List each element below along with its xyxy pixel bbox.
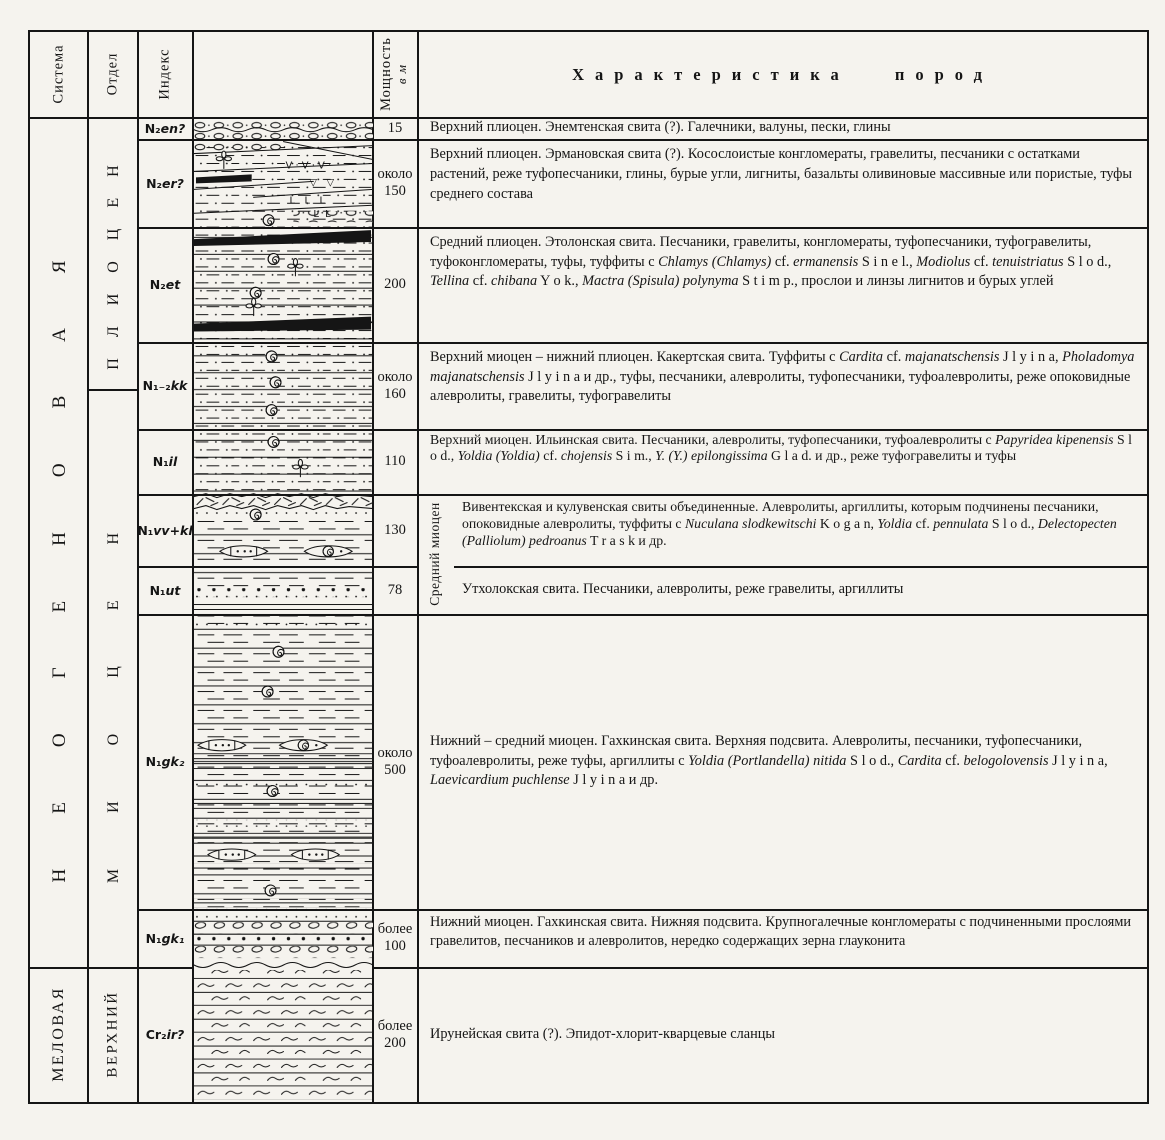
division-divider (87, 389, 137, 391)
header-characteristics: Характеристика пород (572, 64, 993, 84)
lithology-band-vvkl (194, 494, 373, 567)
lithology-band-gk2 (194, 614, 373, 907)
shell-lens-icon (304, 546, 352, 557)
thickness-cell: около 160 (377, 368, 413, 402)
lithology-band-et (194, 229, 373, 343)
shell-fossil-icon (263, 215, 274, 226)
thickness-cell: 78 (387, 581, 403, 598)
shell-fossil-icon (265, 885, 276, 896)
description-cell: Ирунейская свита (?). Эпидот-хлорит-кварцевые сланцы (430, 1025, 775, 1042)
index-cell: N₁il (152, 454, 178, 469)
index-cell: N₁vv+kl (137, 522, 193, 538)
header-thickness-units: в м (394, 63, 409, 85)
shell-lens-icon (207, 849, 255, 860)
middle-miocene-label: Средний миоцен (427, 502, 442, 606)
description-cell: Средний плиоцен. Этолонская свита. Песчаники, гравелиты, конгломераты, туфопесчаники, туфогравелиты, туфоконгломераты, туфы, туффиты с Chlamys (Chlamys) cf. ermanensis S i n e l., Modiolus cf. tenuistriatus S l o d., Tellina cf. chibana Y o k., Mactra (Spisula) polynyma S t i m p., прослои и линзы лигнитов и бурых углей (430, 234, 1112, 289)
row-divider (137, 429, 1147, 431)
header-system: Система (50, 44, 67, 104)
shell-fossil-icon (250, 287, 261, 298)
column-divider (417, 32, 419, 1102)
thickness-cell: более 200 (377, 1017, 413, 1051)
row-divider (137, 342, 1147, 344)
row-divider (137, 227, 1147, 229)
index-cell: N₁₋₂kk (142, 378, 188, 393)
row-divider (137, 494, 1147, 496)
column-divider (87, 32, 89, 1102)
shell-fossil-icon (266, 405, 277, 416)
basalt-l-symbols: L L (312, 209, 331, 221)
stratigraphic-table (28, 30, 1149, 1104)
description-cell: Нижний миоцен. Гахкинская свита. Нижняя подсвита. Крупногалечные конгломераты с подчиненными прослоями гравелитов, песчаников и алевролитов, нередко содержащих зерна глауконита (430, 914, 1132, 949)
lithology-column (194, 117, 373, 1102)
header-index: Индекс (156, 48, 173, 100)
system-label-neogene: НЕОГЕНОВАЯ (49, 205, 70, 883)
basalt-l-symbols: L L L (288, 195, 325, 207)
header-division: Отдел (104, 52, 121, 96)
lithology-band-ut (194, 566, 373, 614)
thickness-cell: более 100 (377, 921, 413, 954)
index-cell: N₁gk₁ (145, 930, 185, 946)
thickness-cell: около 150 (377, 166, 413, 199)
thickness-cell: 200 (384, 276, 406, 292)
description-cell: Верхний миоцен – нижний плиоцен. Какертская свита. Туффиты с Cardita cf. majanatschensis J l y i n a, Pholadomya majanatschensis J l y i n a и др., туфы, песчаники, алевролиты, туфопесчаники, туфоалевролиты, реже опоковидные алевролиты, гравелиты, туфогравелиты (430, 349, 1135, 404)
shell-fossil-icon (266, 351, 277, 362)
lithology-band-il (194, 430, 373, 495)
description-cell: Верхний плиоцен. Энемтенская свита (?). Галечники, валуны, пески, глины (430, 119, 891, 136)
lithology-band-ir (194, 963, 373, 1100)
shell-lens-icon (197, 740, 245, 751)
basalt-v-symbols: V · V · V · (284, 160, 331, 172)
unconformity-wavy-line (194, 963, 373, 968)
index-cell: N₂er? (146, 175, 184, 191)
tuff-triangle-symbols: ▽ ▽ (308, 177, 334, 189)
system-label-cretaceous: МЕЛОВАЯ (50, 986, 67, 1082)
division-label-pliocene: ПЛИОЦЕН (105, 144, 122, 370)
shell-fossil-icon (273, 646, 284, 657)
thickness-cell: 130 (384, 521, 406, 538)
shell-fossil-icon (268, 436, 279, 447)
shell-lens-icon (279, 740, 327, 751)
thickness-cell: 110 (384, 453, 406, 469)
division-label-upper: ВЕРХНИЙ (104, 990, 121, 1078)
index-cell: N₂en? (144, 120, 186, 136)
shell-fossil-icon (270, 377, 281, 388)
description-cell: Нижний – средний миоцен. Гахкинская свита. Верхняя подсвита. Алевролиты, песчаники, туфопесчаники, туфоалевролиты, реже туфы, аргиллиты с Yoldia (Portlandella) nitida S l o d., Cardita cf. belogolovensis J l y i n a, Laevicardium puchlense J l y i n a и др. (430, 733, 1108, 789)
index-cell: N₂et (149, 277, 181, 292)
description-cell: Утхолокская свита. Песчаники, алевролиты, реже гравелиты, аргиллиты (462, 581, 904, 598)
index-cell: N₁ut (149, 582, 181, 598)
shell-fossil-icon (268, 253, 279, 264)
row-divider (137, 139, 1147, 141)
thickness-cell: 15 (387, 119, 403, 136)
index-cell: N₁gk₂ (145, 754, 185, 769)
header-thickness (379, 37, 409, 111)
division-label-miocene: МИОЦЕН (105, 476, 122, 884)
lithology-band-gk1 (194, 907, 373, 958)
description-cell: Вивентекская и кулувенская свиты объединенные. Алевролиты, аргиллиты, которым подчинены песчаники, опоковидные алевролиты, туффиты с Nuculana slodkewitschi K o g a n, Yoldia cf. pennulata S l o d., Delectopecten (Palliolum) pedroanus T r a s k и др. (462, 499, 1117, 548)
index-cell: Cr₂ir? (145, 1027, 185, 1042)
shell-fossil-icon (250, 509, 261, 520)
description-cell: Верхний миоцен. Ильинская свита. Песчаники, алевролиты, туфопесчаники, туфоалевролиты с Papyridea kipenensis S l o d., Yoldia (Yoldia) cf. chojensis S i m., Y. (Y.) epilongissima G l a d. и др., реже туфогравелиты и туфы (430, 432, 1132, 463)
thickness-cell: около 500 (377, 744, 413, 778)
lithology-band-kk (194, 343, 373, 430)
lithology-band-er (194, 142, 373, 230)
shell-lens-icon (219, 546, 267, 557)
shell-lens-icon (291, 849, 339, 860)
shell-fossil-icon (262, 686, 273, 697)
shell-fossil-icon (267, 786, 278, 797)
description-cell: Верхний плиоцен. Эрмановская свита (?). Косослоистые конгломераты, гравелиты, песчаники с остатками растений, реже туфопесчаники, глины, бурые угли, лигниты, базальты оливиновые массивные или пористые, туфы среднего состава (430, 146, 1133, 202)
header-thickness-word: Мощность (378, 37, 394, 111)
row-divider (137, 909, 1147, 911)
